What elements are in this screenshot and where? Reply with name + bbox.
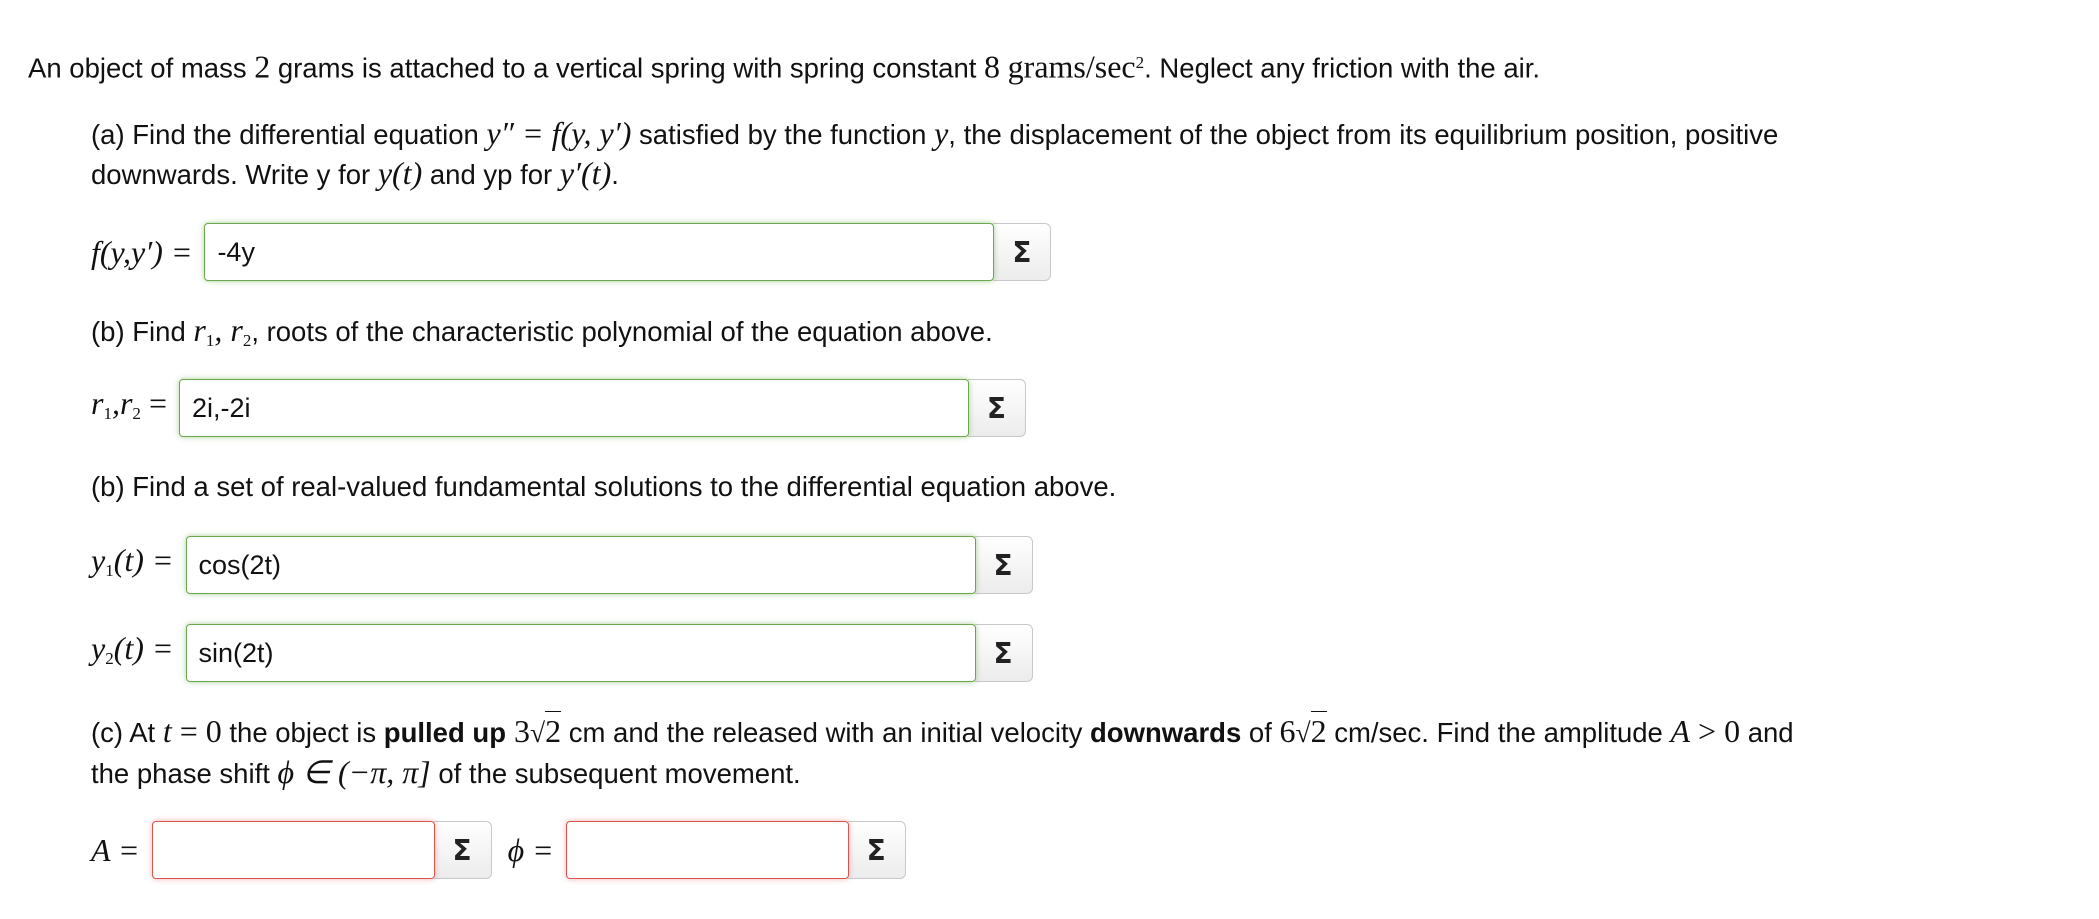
phi-interval: ∈ (−π, π] xyxy=(294,754,431,790)
equation-editor-button[interactable] xyxy=(993,223,1051,281)
sigma-icon: Σ xyxy=(993,548,1013,582)
intro-text: grams is attached to a vertical spring with spring constant xyxy=(270,52,985,84)
y2-answer-field xyxy=(186,624,976,682)
var-y: y xyxy=(934,115,949,151)
var-r1: r xyxy=(193,312,206,348)
var-phi: ϕ xyxy=(277,754,295,790)
y1-answer-input[interactable] xyxy=(187,537,975,593)
sigma-icon: Σ xyxy=(986,391,1007,425)
equals: = xyxy=(140,384,167,421)
y1-label xyxy=(91,530,174,601)
subscript: 2 xyxy=(105,648,114,668)
part-c-text: (c) At xyxy=(91,717,163,748)
part-b-text: (b) Find xyxy=(91,316,194,347)
sigma-icon: Σ xyxy=(993,636,1013,670)
var-A: A xyxy=(1670,713,1691,749)
phase-answer-field xyxy=(566,821,849,879)
answer-row-amplitude-phase xyxy=(91,820,906,880)
var-r2: r xyxy=(119,384,133,421)
var-ypt: y′(t) xyxy=(559,155,612,191)
equation-editor-button[interactable] xyxy=(968,379,1026,437)
mass-value: 2 xyxy=(254,48,271,85)
var-y: y xyxy=(91,541,106,578)
answer-row-y2 xyxy=(91,623,1033,683)
part-c-prompt-line2 xyxy=(91,752,801,794)
intro-text: An object of mass xyxy=(28,52,255,84)
label-rest: (t) = xyxy=(113,541,174,578)
unit-exponent: 2 xyxy=(1135,53,1145,72)
part-c-text: and xyxy=(1740,717,1794,748)
amplitude-label: A = xyxy=(91,832,140,868)
y2-answer-input[interactable] xyxy=(187,625,975,681)
roots-label xyxy=(91,373,167,444)
amplitude-answer-input[interactable] xyxy=(153,822,434,878)
part-c-text: the object is xyxy=(221,717,384,748)
part-a-text: (a) Find the differential equation xyxy=(91,119,487,150)
spring-constant-value: 8 xyxy=(984,48,1001,85)
part-a-prompt xyxy=(91,113,1778,155)
part-a-text: . xyxy=(611,159,619,190)
sigma-icon: Σ xyxy=(452,833,472,867)
equation-editor-button[interactable] xyxy=(975,536,1033,594)
roots-answer-input[interactable] xyxy=(180,380,968,436)
answer-row-y1 xyxy=(91,535,1033,595)
y1-answer-field xyxy=(186,536,976,594)
coefficient: 6 xyxy=(1279,713,1296,749)
f-answer-input[interactable] xyxy=(205,224,993,280)
emphasis-pulled-up: pulled up xyxy=(383,717,507,748)
answer-row-roots xyxy=(91,378,1026,438)
part-b-text: (b) Find a set of real-valued fundamental solutions to the differential equation above. xyxy=(91,471,1117,502)
part-a-prompt-line2 xyxy=(91,153,619,195)
problem-intro xyxy=(28,42,1540,88)
subscript: 1 xyxy=(103,403,112,423)
sqrt-icon: √ xyxy=(1295,717,1311,748)
emphasis-downwards: downwards xyxy=(1090,717,1242,748)
part-a-text: downwards. Write y for xyxy=(91,159,378,190)
radicand: 2 xyxy=(1310,713,1327,749)
var-yt: y(t) xyxy=(377,155,423,191)
phase-label: ϕ = xyxy=(507,832,554,868)
part-b-solutions-prompt xyxy=(91,466,1116,507)
label-rest: (t) = xyxy=(113,629,174,666)
ode-expression: y″ = f(y, y′) xyxy=(486,115,632,151)
coefficient: 3 xyxy=(506,713,531,749)
subscript: 2 xyxy=(242,330,252,350)
part-c-text: cm and the released with an initial velocity xyxy=(561,717,1090,748)
subscript: 1 xyxy=(105,560,114,580)
equation-editor-button[interactable] xyxy=(434,821,492,879)
part-c-text: cm/sec. Find the amplitude xyxy=(1326,717,1671,748)
sigma-icon: Σ xyxy=(1012,235,1032,269)
f-answer-field xyxy=(204,223,994,281)
spring-constant-unit: grams/sec xyxy=(1007,48,1136,85)
part-a-text: and yp for xyxy=(422,159,560,190)
subscript: 2 xyxy=(132,403,141,423)
part-b-roots-prompt xyxy=(91,310,993,361)
separator: , xyxy=(111,384,120,421)
sigma-icon: Σ xyxy=(866,833,886,867)
part-a-text: , the displacement of the object from its equilibrium position, positive xyxy=(948,119,1779,150)
part-c-text: of xyxy=(1241,717,1280,748)
var-r2: r xyxy=(230,312,243,348)
equation-editor-button[interactable] xyxy=(975,624,1033,682)
var-t: t xyxy=(162,713,172,749)
separator: , xyxy=(214,312,231,348)
answer-row-f xyxy=(91,222,1051,282)
part-b-text: , roots of the characteristic polynomial of the equation above. xyxy=(251,316,993,347)
equation-editor-button[interactable] xyxy=(848,821,906,879)
sqrt-icon: √ xyxy=(530,717,546,748)
part-c-text: the phase shift xyxy=(91,758,278,789)
radicand: 2 xyxy=(545,713,562,749)
part-c-text: of the subsequent movement. xyxy=(430,758,801,789)
part-a-text: satisfied by the function xyxy=(631,119,935,150)
subscript: 1 xyxy=(205,330,215,350)
positive-condition: > 0 xyxy=(1690,713,1741,749)
phase-answer-input[interactable] xyxy=(567,822,848,878)
var-r1: r xyxy=(91,384,104,421)
amplitude-answer-field xyxy=(152,821,435,879)
roots-answer-field xyxy=(179,379,969,437)
part-c-prompt xyxy=(91,711,1794,753)
intro-text: . Neglect any friction with the air. xyxy=(1144,52,1541,84)
t-zero: = 0 xyxy=(171,713,222,749)
var-y: y xyxy=(91,629,106,666)
f-label: f(y,y′) = xyxy=(91,234,193,270)
y2-label xyxy=(91,618,174,689)
